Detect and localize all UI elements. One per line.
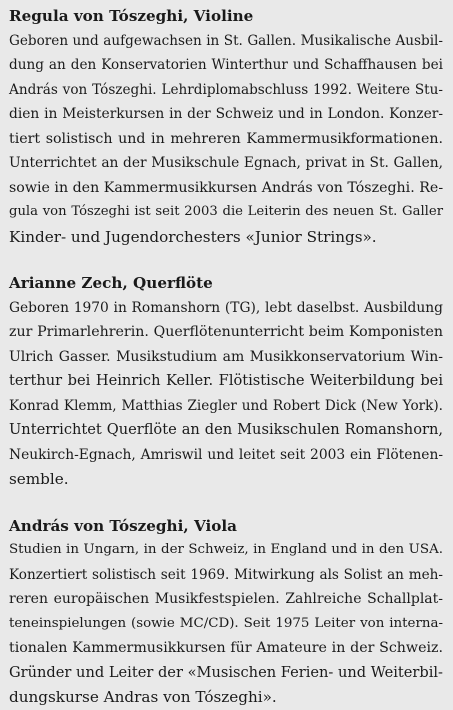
bio-heading: András von Tószeghi, Viola — [9, 516, 237, 535]
text-line: Ulrich Gasser. Musikstudium am Musikkonservatorium Win- — [9, 348, 443, 365]
text-line: Neukirch-Egnach, Amriswil und leitet seit 2003 ein Flötenen- — [9, 446, 443, 463]
text-line: dungskurse Andras von Tószeghi». — [9, 688, 277, 706]
bio-paragraph — [9, 296, 443, 492]
bio-heading: Arianne Zech, Querflöte — [9, 274, 213, 292]
text-line: tiert solistisch und in mehreren Kammermusikformationen. — [9, 130, 443, 147]
text-line: Gründer und Leiter der «Musischen Ferien- und Weiterbil- — [9, 663, 443, 681]
text-line: Unterrichtet Querflöte an den Musikschulen Romanshorn, — [9, 421, 443, 438]
text-line: Kinder- und Jugendorchesters «Junior Strings». — [9, 227, 377, 246]
text-line: terthur bei Heinrich Keller. Flötistische Weiterbildung bei — [9, 372, 443, 389]
text-line: sowie in den Kammermusikkursen András von Tószeghi. Re- — [9, 179, 444, 196]
bio-arianne — [9, 271, 443, 492]
text-line: Geboren 1970 in Romanshorn (TG), lebt daselbst. Ausbildung — [9, 299, 443, 316]
text-line: Konrad Klemm, Matthias Ziegler und Robert Dick (New York). — [9, 397, 443, 414]
text-line: dung an den Konservatorien Winterthur und Schaffhausen bei — [9, 57, 443, 73]
text-line: gula von Tószeghi ist seit 2003 die Leiterin des neuen St. Galler — [9, 204, 443, 219]
text-line: Konzertiert solistisch seit 1969. Mitwirkung als Solist an meh- — [9, 566, 443, 583]
text-line: Studien in Ungarn, in der Schweiz, in England und in den USA. — [9, 542, 443, 557]
text-line: Geboren und aufgewachsen in St. Gallen. Musikalische Ausbil- — [9, 32, 443, 49]
text-line: zur Primarlehrerin. Querflötenunterricht beim Komponisten — [9, 324, 443, 340]
text-line: teneinspielungen (sowie MC/CD). Seit 1975 Leiter von interna- — [9, 615, 443, 631]
bio-paragraph — [9, 29, 443, 250]
text-line: tionalen Kammermusikkursen für Amateure in der Schweiz. — [9, 640, 443, 656]
text-line: András von Tószeghi. Lehrdiplomabschluss 1992. Weitere Stu- — [9, 81, 443, 98]
bio-paragraph — [9, 538, 443, 710]
text-line: semble. — [9, 470, 69, 488]
bio-regula — [9, 4, 443, 249]
text-line: reren europäischen Musikfestspielen. Zahlreiche Schallplat- — [9, 591, 443, 607]
bio-andras — [9, 514, 443, 710]
bio-heading: Regula von Tószeghi, Violine — [9, 7, 254, 25]
text-line: dien in Meisterkursen in der Schweiz und in London. Konzer- — [9, 106, 443, 122]
text-line: Unterrichtet an der Musikschule Egnach, privat in St. Gallen, — [9, 155, 443, 171]
